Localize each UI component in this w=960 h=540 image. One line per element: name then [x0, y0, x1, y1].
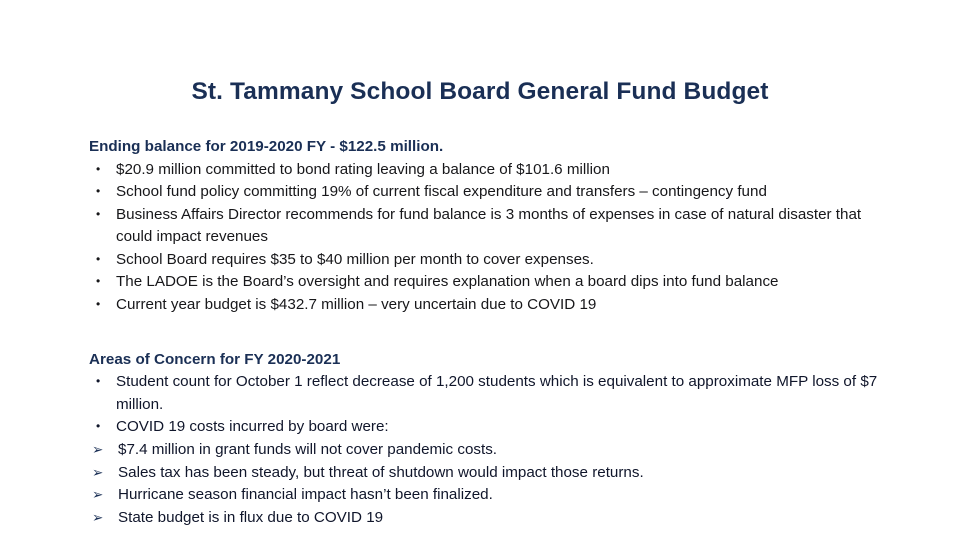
list-item-text: The LADOE is the Board’s oversight and requires explanation when a board dips into fund balance: [116, 273, 779, 291]
page-title: St. Tammany School Board General Fund Budget: [191, 78, 769, 105]
list-item: [89, 416, 879, 439]
list-item: [89, 204, 879, 249]
list-item-text: School Board requires $35 to $40 million per month to cover expenses.: [116, 250, 594, 268]
list-item-text: $7.4 million in grant funds will not cover pandemic costs.: [118, 440, 498, 458]
list-item: [89, 159, 879, 182]
list-item: [89, 484, 879, 507]
list-item: [89, 371, 879, 416]
dot-bullet-icon: [96, 159, 116, 182]
arrow-bullet-icon: [92, 484, 112, 507]
dot-bullet-icon: [96, 204, 116, 227]
section-heading: Ending balance for 2019-2020 FY - $122.5 million.: [89, 138, 444, 155]
list-item: [89, 294, 879, 317]
section-areas-of-concern: [89, 349, 879, 530]
list-item-text: Business Affairs Director recommends for fund balance is 3 months of expenses in case of natural disaster that could impact revenues: [116, 205, 862, 246]
list-item: [89, 271, 879, 294]
dot-bullet-icon: [96, 181, 116, 204]
section-ending-balance: [89, 136, 879, 317]
list-item-text: Student count for October 1 reflect decrease of 1,200 students which is equivalent to approximate MFP loss of $7 million.: [116, 373, 878, 413]
list-item-text: Current year budget is $432.7 million – very uncertain due to COVID 19: [116, 296, 597, 314]
dot-bullet-icon: [96, 371, 116, 394]
list-item-text: $20.9 million committed to bond rating leaving a balance of $101.6 million: [116, 160, 610, 178]
bullet-list: [89, 371, 879, 529]
list-item-text: School fund policy committing 19% of current fiscal expenditure and transfers – contingency fund: [116, 183, 767, 201]
dot-bullet-icon: [96, 416, 116, 439]
list-item-text: Sales tax has been steady, but threat of shutdown would impact those returns.: [118, 463, 644, 481]
list-item: [89, 249, 879, 272]
list-item-text: Hurricane season financial impact hasn’t been finalized.: [118, 486, 493, 504]
section-spacer: [89, 317, 879, 349]
list-item: [89, 462, 879, 485]
arrow-bullet-icon: [92, 507, 112, 530]
list-item-text: State budget is in flux due to COVID 19: [118, 508, 384, 526]
arrow-bullet-icon: [92, 462, 112, 485]
list-item: [89, 181, 879, 204]
slide-body: [89, 136, 879, 529]
list-item: [89, 507, 879, 530]
arrow-bullet-icon: [92, 439, 112, 462]
dot-bullet-icon: [96, 271, 116, 294]
dot-bullet-icon: [96, 294, 116, 317]
section-heading: Areas of Concern for FY 2020-2021: [89, 350, 341, 368]
bullet-list: [89, 159, 879, 317]
list-item-text: COVID 19 costs incurred by board were:: [116, 418, 389, 436]
list-item: [89, 439, 879, 462]
dot-bullet-icon: [96, 249, 116, 272]
